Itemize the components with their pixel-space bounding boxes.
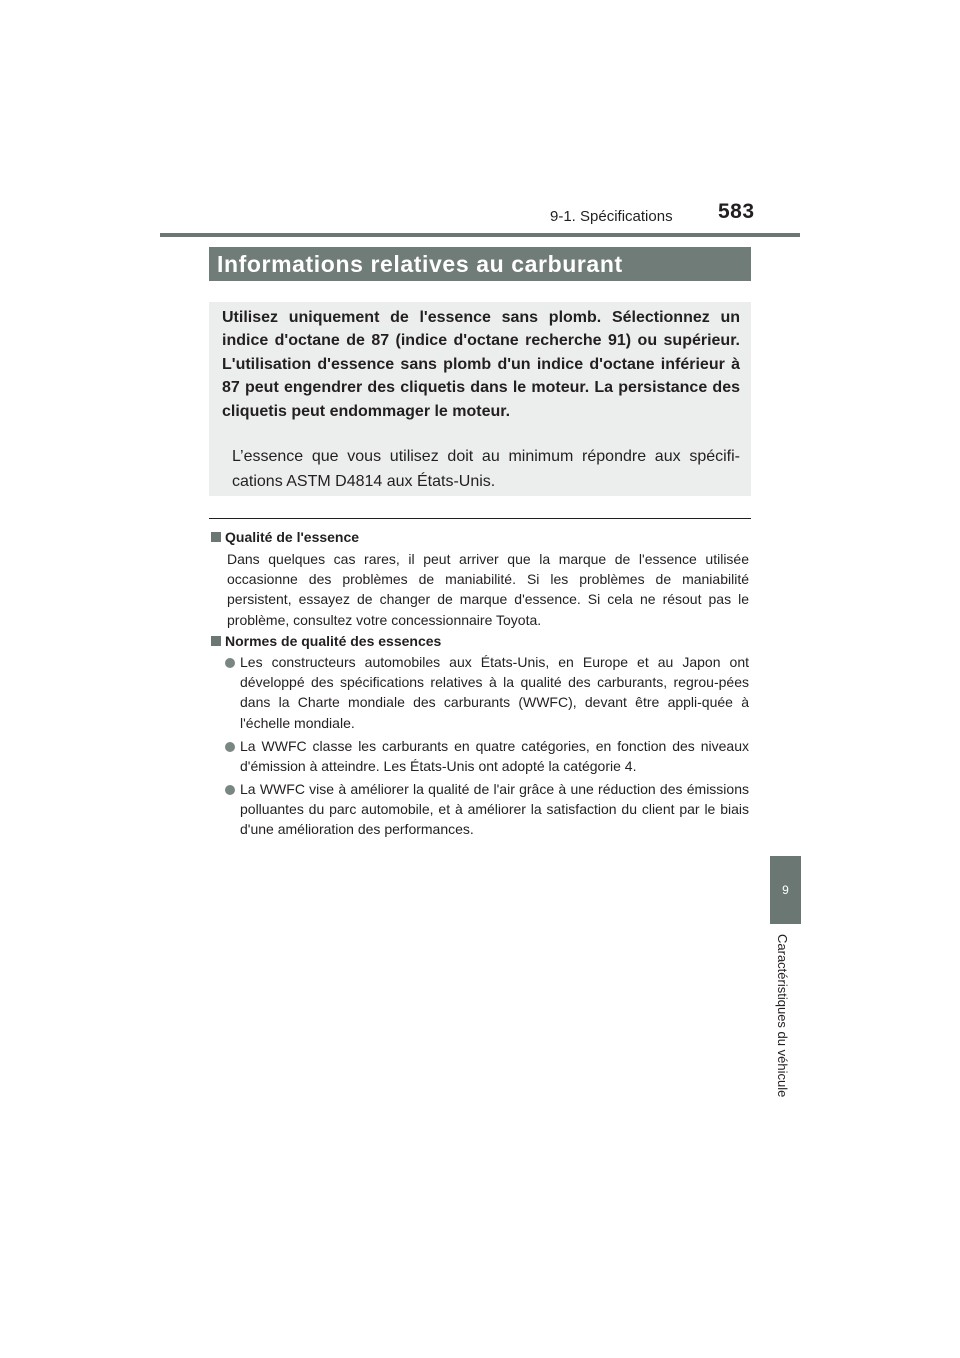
list-item: Les constructeurs automobiles aux États-Unis, en Europe et au Japon ont développé des spécifications relatives à la qualité des carburants, regrou-pées dans la Charte mondiale des carburants (WWFC), devant être appli-quée à l'échelle mondiale. — [240, 654, 749, 731]
chapter-tab — [770, 856, 801, 924]
info-box-note-text: L’essence que vous utilisez doit au minimum répondre aux spécifi-cations ASTM D4814 aux États-Unis. — [232, 448, 740, 490]
info-box — [209, 302, 751, 496]
square-bullet-icon — [211, 532, 221, 542]
section-title-bar — [209, 247, 751, 281]
round-bullet-icon — [225, 658, 235, 668]
round-bullet-icon — [225, 742, 235, 752]
subheading-fuel-standards — [211, 631, 441, 651]
paragraph-fuel-quality: Dans quelques cas rares, il peut arriver que la marque de l'essence utilisée occasionne des problèmes de maniabilité. Si les problèmes de maniabilité persistent, essayez de changer de marque d'essence. Si cela ne résout pas le problème, consultez votre concessionnaire Toyota. — [227, 551, 749, 628]
page-number: 583 — [718, 200, 755, 223]
list-item: La WWFC vise à améliorer la qualité de l'air grâce à une réduction des émissions polluantes du parc automobile, et à améliorer la satisfaction du client par le biais d'une amélioration des performances. — [240, 781, 749, 838]
divider — [209, 518, 751, 519]
list-item: La WWFC classe les carburants en quatre catégories, en fonction des niveaux d'émission à atteindre. Les États-Unis ont adopté la catégorie 4. — [240, 738, 749, 775]
square-bullet-icon — [211, 636, 221, 646]
section-title: Informations relatives au carburant — [217, 251, 623, 277]
info-box-warning-text: Utilisez uniquement de l'essence sans plomb. Sélectionnez un indice d'octane de 87 (indice d'octane recherche 91) ou supérieur. L'utilisation d'essence sans plomb d'un indice d'octane inférieur à 87 peut engendrer des cliquetis dans le moteur. La persistance des cliquetis peut endommager le moteur. — [222, 309, 740, 420]
chapter-label: Caractéristiques du véhicule — [775, 934, 790, 1098]
round-bullet-icon — [225, 785, 235, 795]
subheading-label: Qualité de l'essence — [225, 529, 360, 545]
section-reference: 9-1. Spécifications — [550, 208, 673, 225]
subheading-fuel-quality — [211, 527, 359, 547]
chapter-number: 9 — [782, 883, 789, 897]
header-rule — [160, 233, 800, 237]
subheading-label: Normes de qualité des essences — [225, 633, 442, 649]
